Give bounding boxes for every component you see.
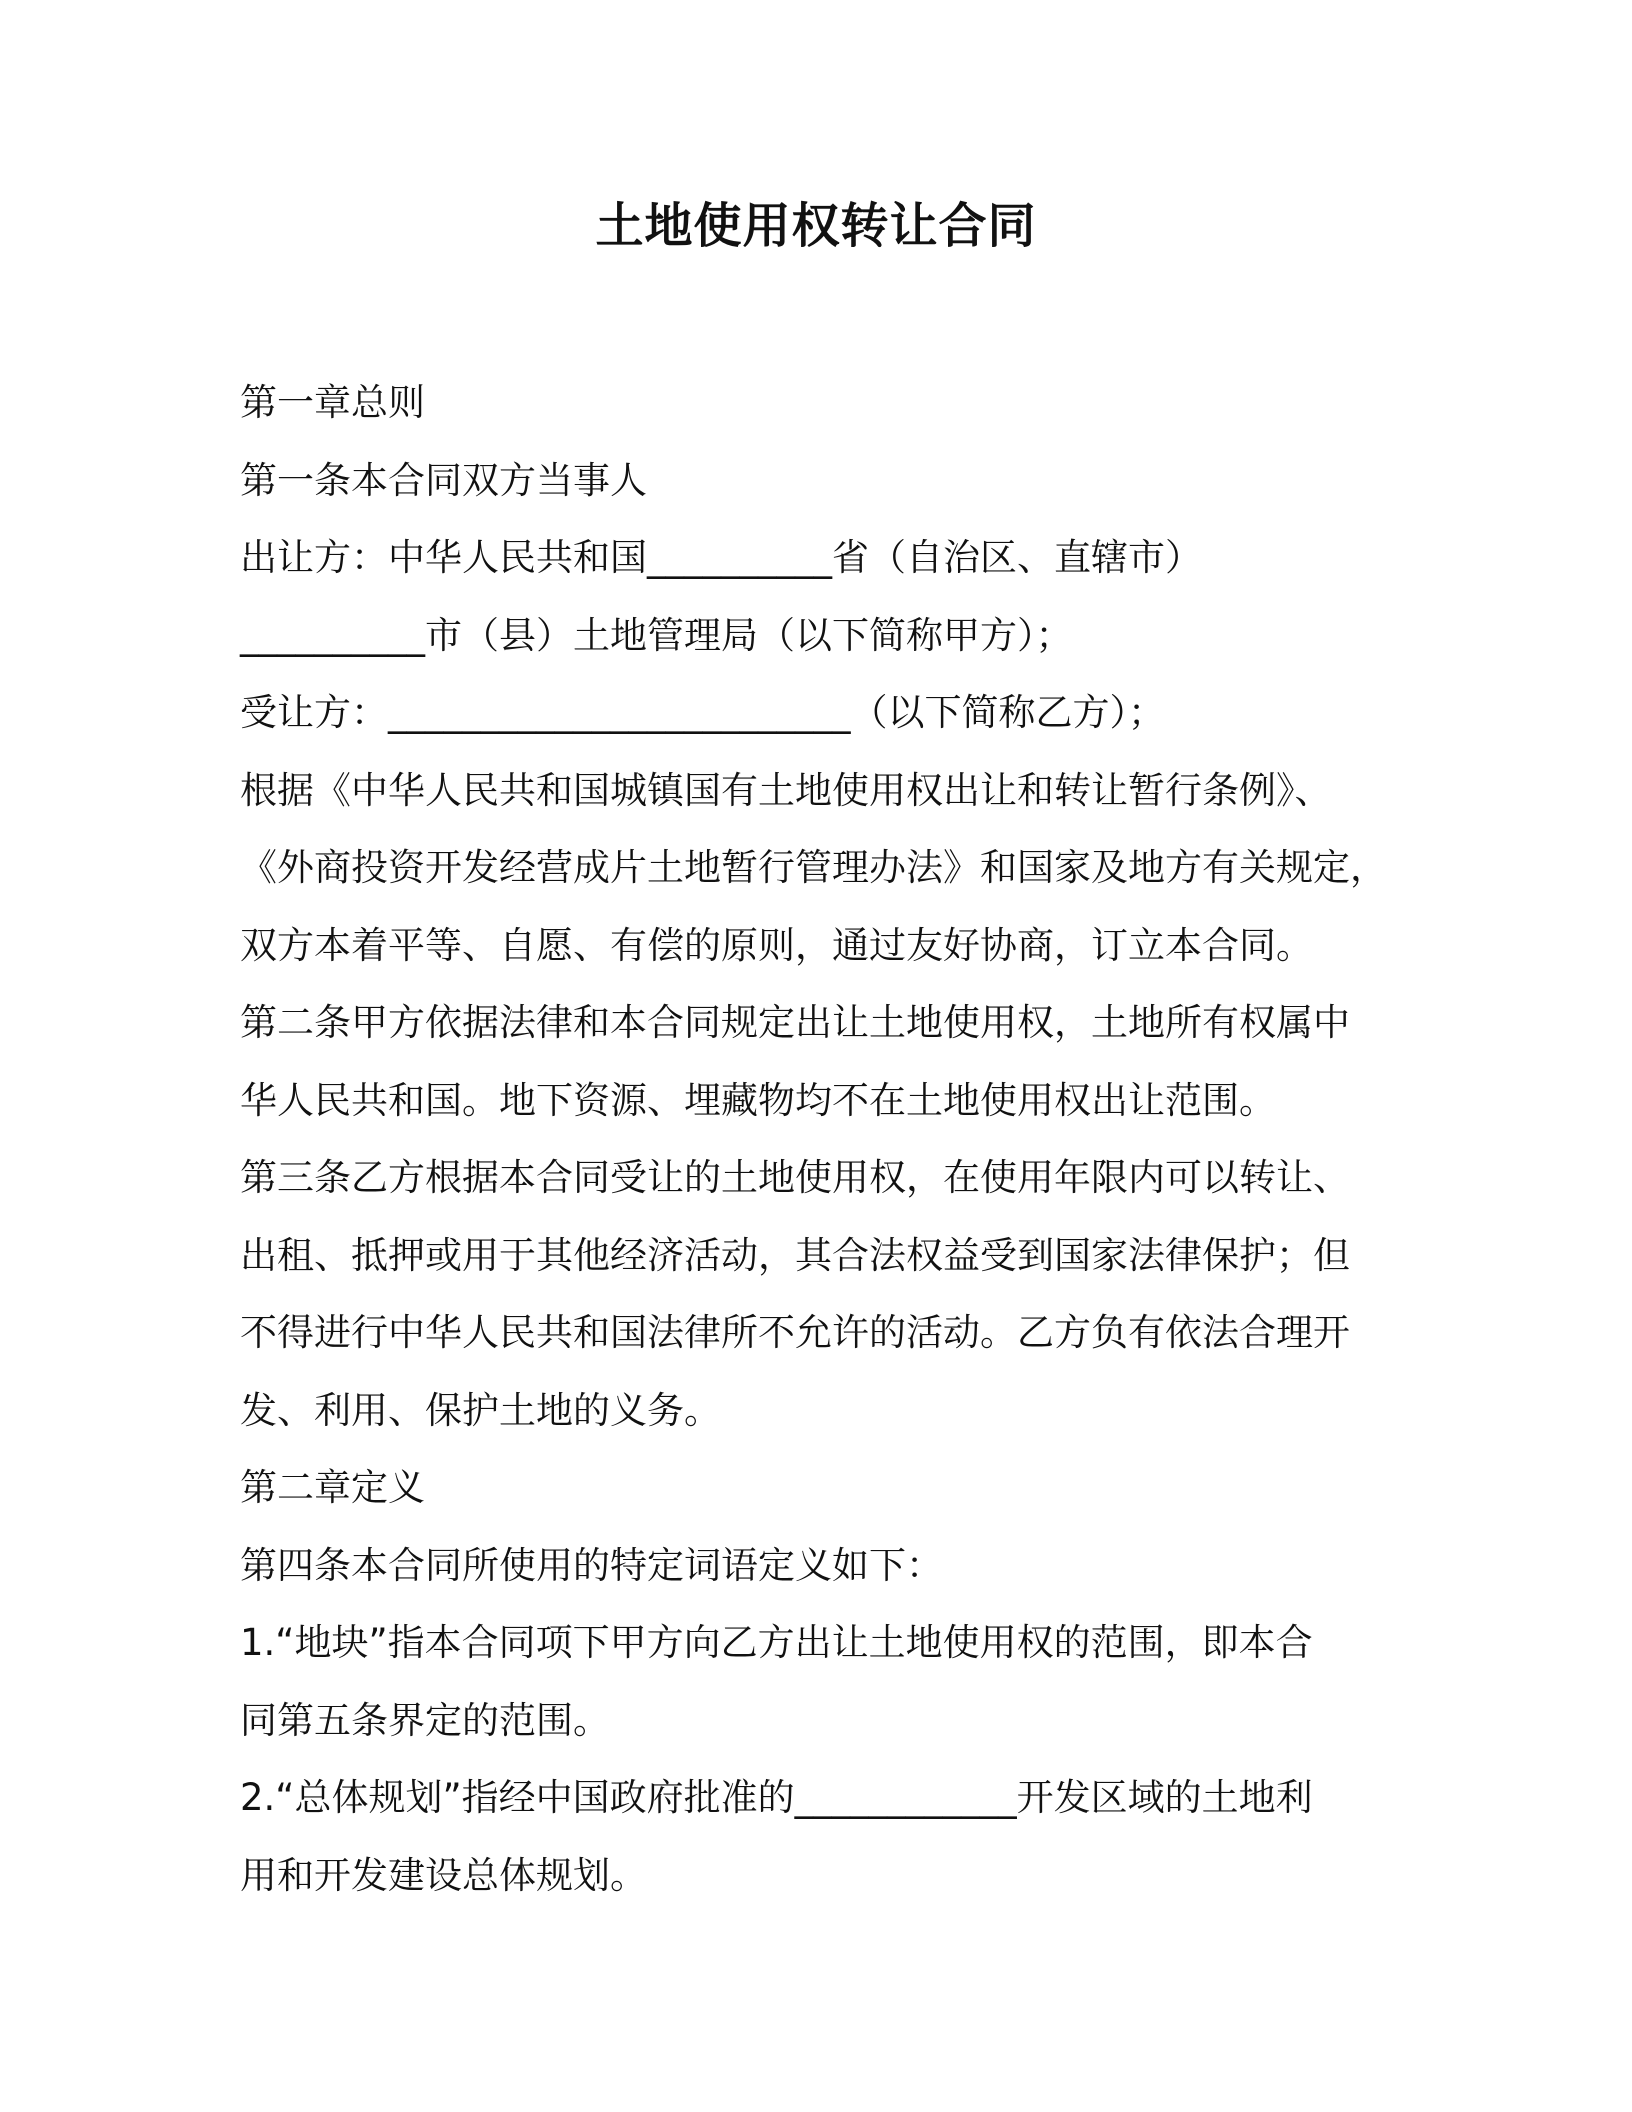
document-title: 土地使用权转让合同 (595, 198, 1037, 254)
chapter-1-heading: 第一章总则 (240, 381, 425, 424)
basis-line-1: 根据《中华人民共和国城镇国有土地使用权出让和转让暂行条例》、 (240, 768, 1332, 812)
definition-1-line-1: 1.“地块”指本合同项下甲方向乙方出让土地使用权的范围，即本合 (240, 1621, 1313, 1664)
definition-2-line-1: 2.“总体规划”指经中国政府批准的____________开发区域的土地利 (240, 1776, 1313, 1819)
basis-line-3: 双方本着平等、自愿、有偿的原则，通过友好协商，订立本合同。 (240, 923, 1313, 967)
basis-line-2: 《外商投资开发经营成片土地暂行管理办法》和国家及地方有关规定， (240, 846, 1387, 889)
article-3-line-4: 发、利用、保护土地的义务。 (240, 1388, 721, 1432)
definition-1-line-2: 同第五条界定的范围。 (240, 1698, 610, 1742)
transferor-line-2: __________市（县）土地管理局（以下简称甲方）； (240, 613, 1073, 657)
article-3-line-3: 不得进行中华人民共和国法律所不允许的活动。乙方负有依法合理开 (240, 1311, 1350, 1354)
chapter-2-heading: 第二章定义 (240, 1466, 425, 1509)
article-2-line-2: 华人民共和国。地下资源、埋藏物均不在土地使用权出让范围。 (240, 1078, 1276, 1122)
article-3-line-2: 出租、抵押或用于其他经济活动，其合法权益受到国家法律保护；但 (240, 1233, 1350, 1277)
document-body (240, 364, 1420, 1914)
transferee-line: 受让方：_________________________（以下简称乙方）； (240, 691, 1165, 734)
article-2-line-1: 第二条甲方依据法律和本合同规定出让土地使用权，土地所有权属中 (240, 1001, 1350, 1044)
article-1-heading: 第一条本合同双方当事人 (240, 458, 647, 502)
definition-2-line-2: 用和开发建设总体规划。 (240, 1853, 647, 1897)
transferor-line-1: 出让方：中华人民共和国__________省（自治区、直辖市） (240, 536, 1202, 579)
article-4-heading: 第四条本合同所使用的特定词语定义如下： (240, 1543, 943, 1587)
article-3-line-1: 第三条乙方根据本合同受让的土地使用权，在使用年限内可以转让、 (240, 1156, 1350, 1199)
